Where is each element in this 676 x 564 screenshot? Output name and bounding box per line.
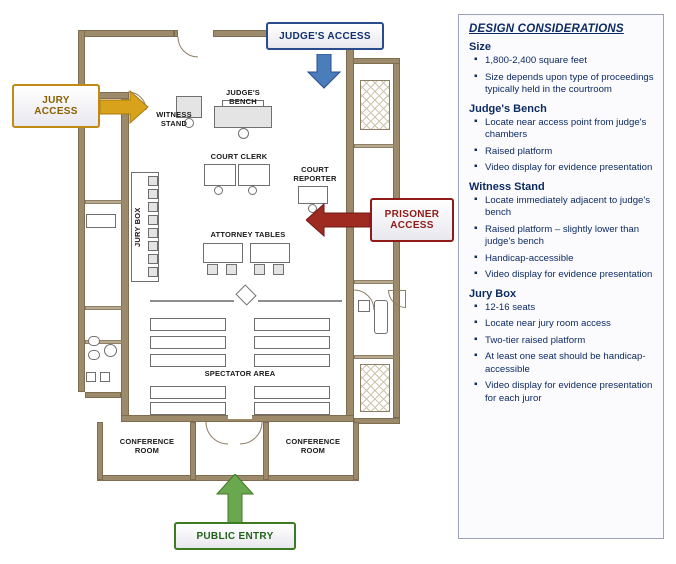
public-entry-label: PUBLIC ENTRY [196, 530, 274, 542]
list-item: ▪ Video display for evidence presentation for each juror [485, 380, 654, 405]
prisoner-access-callout[interactable] [370, 198, 454, 242]
section-heading-jury-box: Jury Box [469, 287, 517, 300]
jury-box-label: JURY BOX [133, 207, 142, 247]
list-item: ▪ 1,800-2,400 square feet [485, 55, 654, 68]
design-considerations-panel [458, 14, 664, 539]
jury-access-arrow [100, 90, 150, 124]
prisoner-access-label: PRISONER ACCESS [384, 209, 440, 231]
list-item: ▪ Raised platform – slightly lower than judge's bench [485, 224, 654, 249]
section-list-size [471, 55, 654, 97]
public-entry-callout[interactable] [174, 522, 296, 550]
jury-access-label: JURY ACCESS [34, 95, 78, 117]
court-clerk-label: COURT CLERK [210, 152, 268, 161]
list-item: ▪ Raised platform [485, 146, 654, 159]
section-heading-judges-bench: Judge's Bench [469, 102, 547, 115]
list-item: ▪ 12-16 seats [485, 302, 654, 315]
section-heading-witness-stand: Witness Stand [469, 180, 545, 193]
section-list-judges-bench [471, 117, 654, 175]
judges-bench-label: JUDGE'S BENCH [225, 88, 261, 106]
list-item: ▪ Size depends upon type of proceedings typically held in the courtroom [485, 72, 654, 97]
list-item: ▪ Handicap-accessible [485, 253, 654, 266]
attorney-tables-label: ATTORNEY TABLES [210, 230, 286, 239]
list-item: ▪ At least one seat should be handicap-accessible [485, 351, 654, 376]
witness-stand-label: WITNESS STAND [156, 110, 192, 128]
list-item: ▪ Video display for evidence presentation [485, 269, 654, 282]
section-heading-size: Size [469, 41, 492, 53]
section-list-witness-stand [471, 195, 654, 282]
list-item: ▪ Locate immediately adjacent to judge's bench [485, 195, 654, 220]
judges-access-label: JUDGE'S ACCESS [279, 30, 371, 42]
list-item: ▪ Locate near jury room access [485, 318, 654, 331]
prisoner-access-arrow [306, 203, 372, 237]
list-item: ▪ Locate near access point from judge's chambers [485, 117, 654, 142]
judges-access-callout[interactable] [266, 22, 384, 50]
conference-room-right-label: CONFERENCE ROOM [285, 437, 341, 455]
section-list-jury-box [471, 302, 654, 406]
public-entry-arrow [215, 474, 255, 526]
list-item: ▪ Two-tier raised platform [485, 335, 654, 348]
court-reporter-label: COURT REPORTER [293, 165, 337, 183]
list-item: ▪ Video display for evidence presentation [485, 162, 654, 175]
conference-room-left-label: CONFERENCE ROOM [119, 437, 175, 455]
jury-access-callout[interactable] [12, 84, 100, 128]
spectator-area-label: SPECTATOR AREA [204, 369, 276, 378]
judges-access-arrow [306, 54, 342, 90]
panel-title: DESIGN CONSIDERATIONS [469, 23, 624, 35]
